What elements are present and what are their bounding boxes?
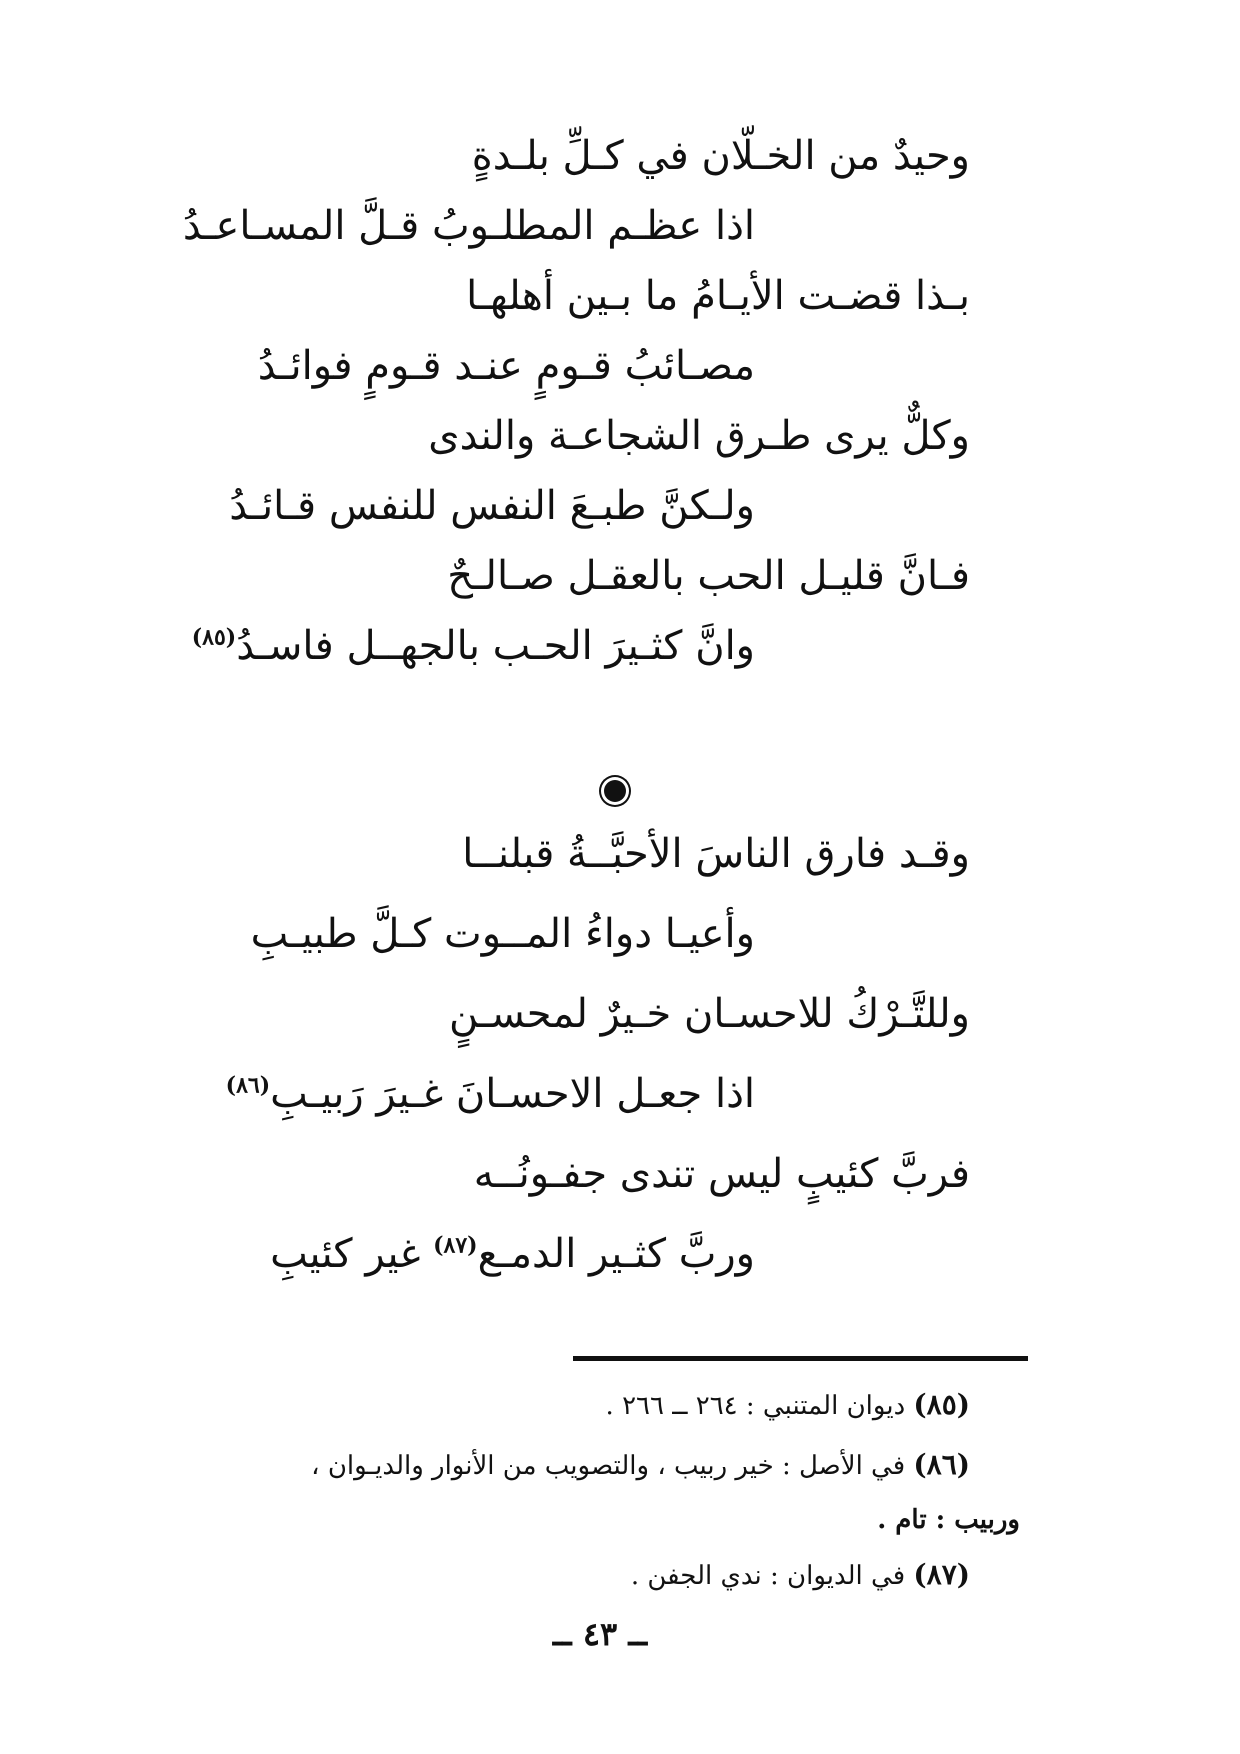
verse-text: اذا جعـل الاحسـانَ غـيرَ رَبيـبِ	[270, 1071, 755, 1117]
verse-text: وللتَّـرْكُ للاحسـان خـيرٌ لمحسـنٍ	[448, 991, 970, 1037]
verse-text: اذا عظـم المطلـوبُ قـلَّ المسـاعـدُ	[182, 203, 755, 249]
verse-text: بـذا قضـت الأيـامُ ما بـين أهلهـا	[466, 273, 970, 319]
footnote-text: وربيب : تام .	[877, 1505, 1020, 1535]
verse-text: فربَّ كئيبٍ ليس تندى جفـونُــه	[473, 1151, 970, 1197]
footnote-text: ديوان المتنبي : ٢٦٤ ــ ٢٦٦ .	[605, 1391, 914, 1421]
verse-line	[462, 826, 970, 882]
verse-line	[251, 906, 755, 962]
verse-text: فـانَّ قليـل الحب بالعقـل صـالـحٌ	[447, 553, 970, 599]
verse-line	[472, 128, 970, 184]
footnote-number: (٨٦)	[913, 1448, 970, 1481]
verse-line	[258, 338, 755, 394]
footnote-ref: (٨٧)	[433, 1232, 478, 1259]
footnote-rule	[573, 1356, 1028, 1361]
page-number: ــ ٤٣ ــ	[552, 1615, 648, 1653]
footnote-ref: (٨٥)	[191, 624, 237, 651]
footnote	[631, 1555, 970, 1596]
footnote	[311, 1445, 970, 1486]
verse-text: وانَّ كثـيرَ الحـب بالجهــل فاسـدُ	[236, 623, 755, 669]
verse-text: غير كئيبِ	[270, 1231, 434, 1277]
verse-line	[449, 986, 970, 1042]
verse-text: مصـائبُ قـومٍ عنـد قـومٍ فوائـدُ	[257, 343, 755, 389]
footnote	[606, 1385, 970, 1426]
footnote-ref: (٨٦)	[225, 1072, 271, 1099]
verse-text: وحيدٌ من الخـلّان في كـلِّ بلـدةٍ	[471, 133, 970, 179]
footnote-text: في الديوان : ندي الجفن .	[630, 1561, 914, 1591]
verse-line	[466, 268, 970, 324]
footnote-continuation	[877, 1500, 1020, 1540]
verse-text: وقـد فارق الناسَ الأحبَّــةُ قبلنــا	[462, 831, 970, 877]
section-separator-ornament	[604, 780, 626, 802]
verse-line	[447, 548, 970, 604]
verse-line	[428, 408, 970, 464]
verse-line	[229, 478, 755, 534]
verse-text: وأعيـا دواءُ المــوت كـلَّ طبيـبِ	[250, 911, 755, 957]
footnote-text: في الأصل : خير ربيب ، والتصويب من الأنوار والديـوان ،	[311, 1451, 914, 1481]
verse-line	[226, 1066, 755, 1122]
verse-text: وكلٌّ يرى طـرق الشجاعـة والندى	[428, 413, 970, 459]
footnote-number: (٨٥)	[913, 1388, 970, 1421]
verse-line	[192, 618, 755, 674]
verse-line	[183, 198, 755, 254]
verse-text: وربَّ كثـير الدمـع	[477, 1231, 755, 1277]
verse-text: ولـكنَّ طبـعَ النفس للنفس قـائـدُ	[229, 483, 755, 529]
footnote-number: (٨٧)	[913, 1558, 970, 1591]
verse-line	[270, 1226, 755, 1282]
verse-line	[474, 1146, 970, 1202]
